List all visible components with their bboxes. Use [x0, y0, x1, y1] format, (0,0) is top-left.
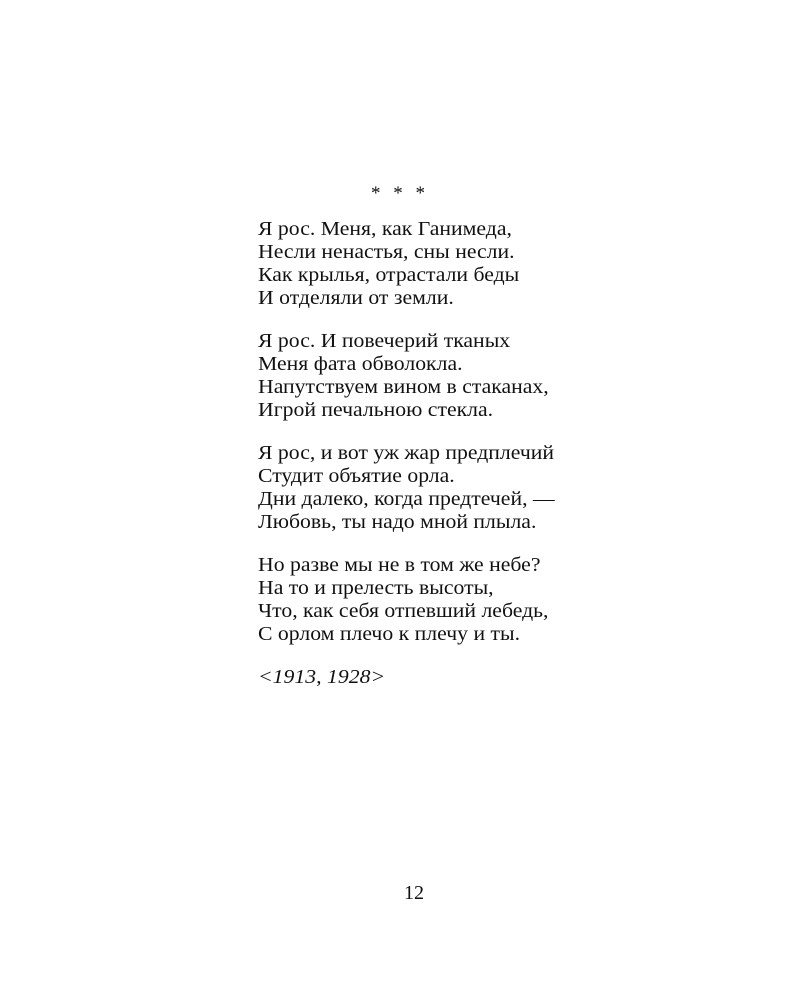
asterism-separator: * * * [371, 183, 429, 204]
poem-line: И отделяли от земли. [258, 287, 454, 309]
poem-line: Любовь, ты надо мной плыла. [258, 511, 537, 533]
poem-line: Напутствуем вином в стаканах, [258, 376, 549, 398]
poem-line: На то и прелесть высоты, [258, 577, 494, 599]
poem-line: Дни далеко, когда предтечей, — [258, 488, 555, 510]
poem-date: <1913, 1928> [258, 666, 386, 688]
poem-line: Студит объятие орла. [258, 465, 455, 487]
stanza-2 [258, 330, 718, 422]
poem-line: Но разве мы не в том же небе? [258, 554, 541, 576]
poem-line: Игрой печальною стекла. [258, 399, 494, 421]
stanza-1 [258, 218, 718, 310]
stanza-3 [258, 442, 718, 534]
poem-line: С орлом плечо к плечу и ты. [258, 623, 521, 645]
poem-line: Меня фата обволокла. [258, 353, 463, 375]
page-number: 12 [404, 882, 424, 904]
poem [258, 218, 718, 689]
poem-line: Что, как себя отпевший лебедь, [258, 600, 549, 622]
stanza-4 [258, 554, 718, 646]
poem-line: Я рос, и вот уж жар предплечий [258, 442, 555, 464]
poem-line: Как крылья, отрастали беды [258, 264, 520, 286]
poem-line: Я рос. И повечерий тканых [258, 330, 511, 352]
poem-line: Я рос. Меня, как Ганимеда, [258, 218, 512, 240]
poem-line: Несли ненастья, сны несли. [258, 241, 515, 263]
